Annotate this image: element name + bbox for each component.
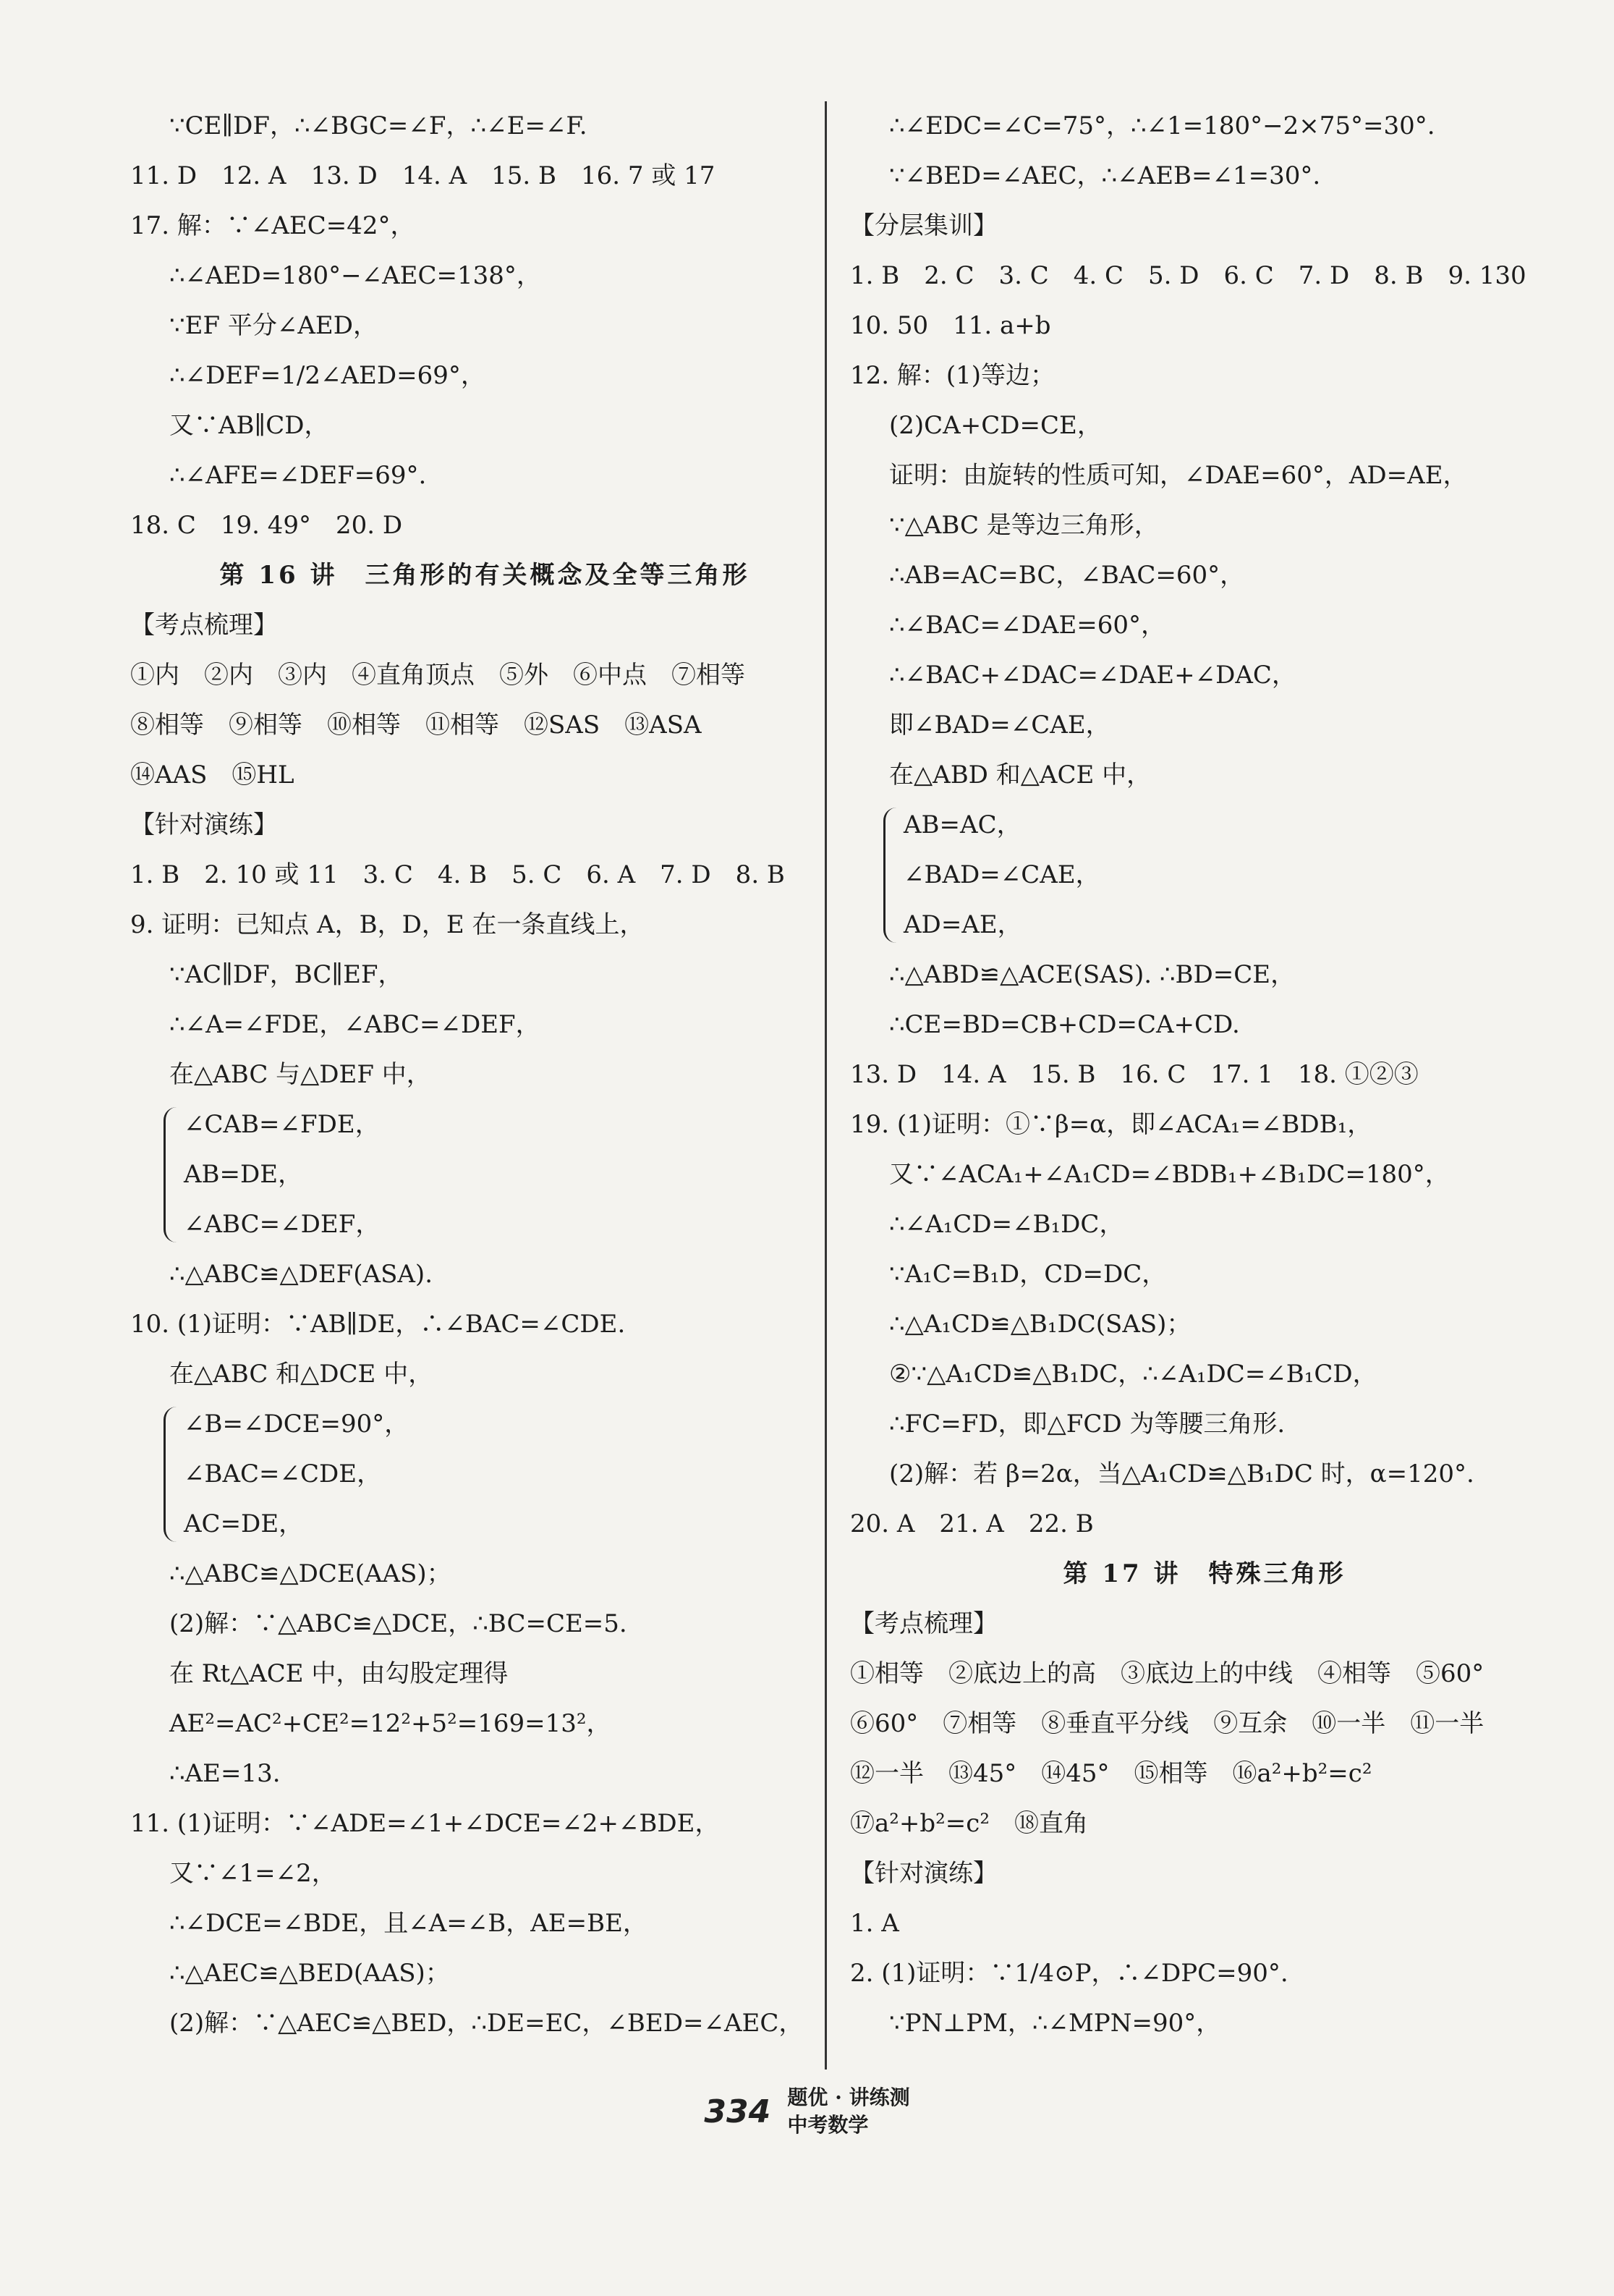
text-line: 10. 50 11. a+b bbox=[850, 311, 1051, 340]
text-line: ∴FC=FD，即△FCD 为等腰三角形. bbox=[889, 1410, 1286, 1439]
text-line: ⑭AAS ⑮HL bbox=[130, 761, 294, 789]
text-line: ∴AE=13. bbox=[169, 1759, 281, 1788]
text-line: ∵PN⊥PM，∴∠MPN=90°， bbox=[889, 2009, 1221, 2038]
text-line: 18. C 19. 49° 20. D bbox=[130, 511, 403, 540]
text-line: 在△ABD 和△ACE 中， bbox=[889, 761, 1152, 789]
text-line: ⑰a²+b²=c² ⑱直角 bbox=[850, 1809, 1088, 1838]
text-line: 【针对演练】 bbox=[850, 1859, 998, 1888]
brace-group bbox=[130, 1100, 839, 1250]
page-number: 334 bbox=[704, 2093, 771, 2130]
text-line: 1. B 2. C 3. C 4. C 5. D 6. C 7. D 8. B 9. 130 bbox=[850, 261, 1526, 290]
text-line: ①内 ②内 ③内 ④直角顶点 ⑤外 ⑥中点 ⑦相等 bbox=[130, 661, 745, 690]
book-subject: 中考数学 bbox=[787, 2113, 869, 2137]
text-line: 17. 解：∵∠AEC=42°， bbox=[130, 211, 415, 240]
text-line: ∴△ABC≌△DCE(AAS)； bbox=[169, 1559, 451, 1588]
text-line: ①相等 ②底边上的高 ③底边上的中线 ④相等 ⑤60° bbox=[850, 1659, 1485, 1688]
brace-icon bbox=[163, 1107, 179, 1242]
text-line: ∵∠BED=∠AEC，∴∠AEB=∠1=30°. bbox=[889, 161, 1321, 190]
brace-line: ∠ABC=∠DEF， bbox=[184, 1210, 381, 1239]
text-line: (2)解：∵△ABC≌△DCE，∴BC=CE=5. bbox=[169, 1609, 627, 1638]
text-line: ∴CE=BD=CB+CD=CA+CD. bbox=[889, 1010, 1240, 1039]
text-line: ∴∠DEF=1/2∠AED=69°， bbox=[169, 361, 485, 390]
section-heading: 第 16 讲 三角形的有关概念及全等三角形 bbox=[219, 561, 750, 590]
text-line: 即∠BAD=∠CAE， bbox=[889, 711, 1110, 740]
text-line: 又∵AB∥CD， bbox=[169, 411, 329, 440]
text-line: 1. B 2. 10 或 11 3. C 4. B 5. C 6. A 7. D 8. B bbox=[130, 860, 785, 889]
text-line: ∴△ABC≌△DEF(ASA). bbox=[169, 1260, 433, 1289]
text-line: 【分层集训】 bbox=[850, 211, 998, 240]
text-line: ∴∠BAC+∠DAC=∠DAE+∠DAC， bbox=[889, 661, 1296, 690]
brace-line: AC=DE， bbox=[184, 1509, 304, 1538]
text-line: ∴△ABD≌△ACE(SAS). ∴BD=CE， bbox=[889, 960, 1296, 989]
text-line: ②∵△A₁CD≌△B₁DC，∴∠A₁DC=∠B₁CD， bbox=[889, 1360, 1377, 1389]
text-line: ⑧相等 ⑨相等 ⑩相等 ⑪相等 ⑫SAS ⑬ASA bbox=[130, 711, 702, 740]
text-line: ∵AC∥DF，BC∥EF， bbox=[169, 960, 403, 989]
section-heading: 第 17 讲 特殊三角形 bbox=[1063, 1559, 1346, 1588]
text-line: ∵EF 平分∠AED， bbox=[169, 311, 378, 340]
text-line: 12. 解：(1)等边； bbox=[850, 361, 1056, 390]
text-line: 11. (1)证明：∵∠ADE=∠1+∠DCE=∠2+∠BDE， bbox=[130, 1809, 720, 1838]
text-line: (2)解：若 β=2α，当△A₁CD≌△B₁DC 时，α=120°. bbox=[889, 1460, 1474, 1488]
text-line: 20. A 21. A 22. B bbox=[850, 1509, 1094, 1538]
text-line: ∴∠BAC=∠DAE=60°， bbox=[889, 611, 1166, 640]
text-line: 在△ABC 和△DCE 中， bbox=[169, 1360, 433, 1389]
text-line: (2)CA+CD=CE， bbox=[889, 411, 1102, 440]
book-series: 题优 · 讲练测 bbox=[787, 2085, 910, 2109]
text-line: ∵CE∥DF，∴∠BGC=∠F，∴∠E=∠F. bbox=[169, 111, 587, 140]
brace-line: AD=AE， bbox=[904, 910, 1022, 939]
brace-line: ∠BAC=∠CDE， bbox=[184, 1460, 382, 1488]
text-line: (2)解：∵△AEC≌△BED，∴DE=EC，∠BED=∠AEC， bbox=[169, 2009, 804, 2038]
page-footer bbox=[0, 2084, 1614, 2139]
text-line: 11. D 12. A 13. D 14. A 15. B 16. 7 或 17 bbox=[130, 161, 715, 190]
text-line: 【针对演练】 bbox=[130, 810, 278, 839]
text-line: ∴AB=AC=BC，∠BAC=60°， bbox=[889, 561, 1245, 590]
text-line: ∴∠DCE=∠BDE，且∠A=∠B，AE=BE， bbox=[169, 1909, 647, 1938]
text-line: 在△ABC 与△DEF 中， bbox=[169, 1060, 431, 1089]
left-column bbox=[130, 101, 839, 2049]
text-line: 10. (1)证明：∵AB∥DE，∴∠BAC=∠CDE. bbox=[130, 1310, 626, 1339]
text-line: ∴∠A=∠FDE，∠ABC=∠DEF， bbox=[169, 1010, 540, 1039]
text-line: ⑥60° ⑦相等 ⑧垂直平分线 ⑨互余 ⑩一半 ⑪一半 bbox=[850, 1709, 1485, 1738]
text-line: ∴∠A₁CD=∠B₁DC， bbox=[889, 1210, 1124, 1239]
text-line: 又∵∠1=∠2， bbox=[169, 1859, 336, 1888]
brace-icon bbox=[163, 1407, 179, 1542]
text-line: ∴△A₁CD≌△B₁DC(SAS)； bbox=[889, 1310, 1192, 1339]
text-line: 【考点梳理】 bbox=[850, 1609, 998, 1638]
brace-group bbox=[130, 1399, 839, 1549]
brace-line: ∠B=∠DCE=90°， bbox=[184, 1410, 409, 1439]
text-line: 19. (1)证明：①∵β=α，即∠ACA₁=∠BDB₁， bbox=[850, 1110, 1372, 1139]
text-line: ∴∠EDC=∠C=75°，∴∠1=180°−2×75°=30°. bbox=[889, 111, 1435, 140]
text-line: 又∵∠ACA₁+∠A₁CD=∠BDB₁+∠B₁DC=180°， bbox=[889, 1160, 1450, 1189]
brace-icon bbox=[883, 808, 899, 943]
text-line: ∴△AEC≌△BED(AAS)； bbox=[169, 1959, 450, 1988]
text-line: 证明：由旋转的性质可知，∠DAE=60°，AD=AE， bbox=[889, 461, 1468, 490]
text-line: AE²=AC²+CE²=12²+5²=169=13²， bbox=[169, 1709, 611, 1738]
text-line: ∴∠AED=180°−∠AEC=138°， bbox=[169, 261, 541, 290]
text-line: 【考点梳理】 bbox=[130, 611, 278, 640]
text-line: ∵A₁C=B₁D，CD=DC， bbox=[889, 1260, 1167, 1289]
brace-line: ∠BAD=∠CAE， bbox=[904, 860, 1100, 889]
text-line: 13. D 14. A 15. B 16. C 17. 1 18. ①②③ bbox=[850, 1060, 1419, 1089]
brace-line: AB=AC， bbox=[904, 810, 1022, 839]
brace-line: ∠CAB=∠FDE， bbox=[184, 1110, 380, 1139]
text-line: ∴∠AFE=∠DEF=69°. bbox=[169, 461, 427, 490]
column-divider bbox=[825, 101, 827, 2070]
right-column bbox=[850, 101, 1559, 2049]
text-line: 2. (1)证明：∵1/4⊙P，∴∠DPC=90°. bbox=[850, 1959, 1288, 1988]
brace-line: AB=DE， bbox=[184, 1160, 303, 1189]
text-line: 1. A bbox=[850, 1909, 899, 1938]
text-line: ∵△ABC 是等边三角形， bbox=[889, 511, 1159, 540]
brace-group bbox=[850, 800, 1559, 950]
text-line: 9. 证明：已知点 A，B，D，E 在一条直线上， bbox=[130, 910, 645, 939]
text-line: ⑫一半 ⑬45° ⑭45° ⑮相等 ⑯a²+b²=c² bbox=[850, 1759, 1372, 1788]
text-line: 在 Rt△ACE 中，由勾股定理得 bbox=[169, 1659, 509, 1688]
